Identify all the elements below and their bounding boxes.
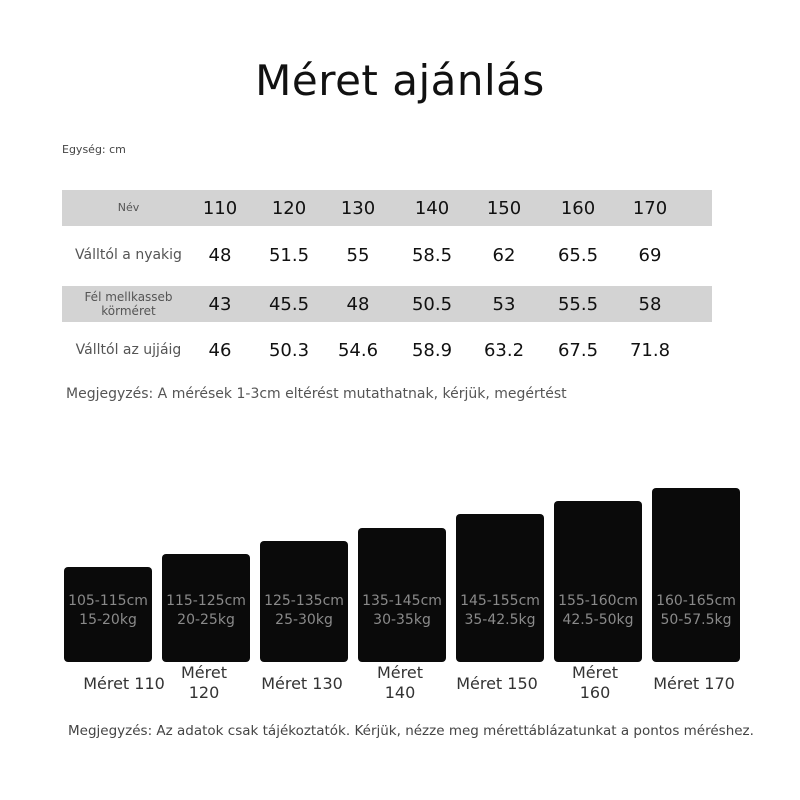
size-label: Méret 150	[456, 674, 538, 693]
table-header-row	[62, 190, 712, 226]
height-range: 155-160cm	[558, 593, 638, 609]
height-range: 160-165cm	[656, 593, 736, 609]
weight-range: 42.5-50kg	[562, 612, 634, 628]
table-cell: 55	[346, 244, 370, 266]
row-label: Fél mellkasseb körméret	[84, 290, 173, 318]
table-row	[62, 286, 712, 322]
size-label: Méret 170	[653, 674, 735, 693]
measurement-note: Megjegyzés: A mérések 1-3cm eltérést mutathatnak, kérjük, megértést	[66, 386, 567, 402]
height-range: 145-155cm	[460, 593, 540, 609]
table-cell: 48	[346, 293, 370, 315]
table-cell: 63.2	[483, 339, 525, 361]
height-range: 105-115cm	[68, 593, 148, 609]
table-cell: 53	[492, 293, 516, 315]
header-cell: 140	[414, 197, 450, 219]
table-cell: 50.3	[268, 339, 310, 361]
size-label: Méret 110	[83, 674, 165, 693]
table-cell: 55.5	[557, 293, 599, 315]
table-cell: 58	[638, 293, 662, 315]
size-bar	[64, 567, 152, 662]
size-bar	[652, 488, 740, 662]
weight-range: 25-30kg	[275, 612, 333, 628]
weight-range: 50-57.5kg	[660, 612, 732, 628]
header-cell: 120	[271, 197, 307, 219]
row-label: Válltól az ujjáig	[75, 342, 182, 358]
table-cell: 65.5	[557, 244, 599, 266]
size-bar	[162, 554, 250, 662]
height-range: 125-135cm	[264, 593, 344, 609]
table-cell: 50.5	[411, 293, 453, 315]
size-bar	[358, 528, 446, 662]
header-label: Név	[117, 201, 140, 214]
height-range: 135-145cm	[362, 593, 442, 609]
table-cell: 58.9	[411, 339, 453, 361]
size-label: Méret 160	[572, 663, 618, 702]
table-cell: 67.5	[557, 339, 599, 361]
table-row	[62, 332, 712, 368]
size-label: Méret 140	[377, 663, 423, 702]
table-cell: 48	[208, 244, 232, 266]
table-cell: 71.8	[629, 339, 671, 361]
header-cell: 170	[632, 197, 668, 219]
size-label: Méret 120	[181, 663, 227, 702]
page-title: Méret ajánlás	[255, 56, 545, 105]
reference-note: Megjegyzés: Az adatok csak tájékoztatók. Kérjük, nézze meg mérettáblázatunkat a pontos méréshez.	[68, 723, 754, 739]
weight-range: 20-25kg	[177, 612, 235, 628]
table-cell: 58.5	[411, 244, 453, 266]
table-cell: 54.6	[337, 339, 379, 361]
table-cell: 43	[208, 293, 232, 315]
header-cell: 130	[340, 197, 376, 219]
table-cell: 46	[208, 339, 232, 361]
size-bar	[554, 501, 642, 662]
height-range: 115-125cm	[166, 593, 246, 609]
weight-range: 15-20kg	[79, 612, 137, 628]
unit-label: Egység: cm	[62, 143, 126, 156]
weight-range: 35-42.5kg	[464, 612, 536, 628]
size-label: Méret 130	[261, 674, 343, 693]
size-bar	[260, 541, 348, 662]
row-label: Válltól a nyakig	[75, 247, 182, 263]
weight-range: 30-35kg	[373, 612, 431, 628]
table-cell: 45.5	[268, 293, 310, 315]
header-cell: 160	[560, 197, 596, 219]
table-cell: 69	[638, 244, 662, 266]
table-cell: 51.5	[268, 244, 310, 266]
header-cell: 150	[486, 197, 522, 219]
header-cell: 110	[202, 197, 238, 219]
size-bar	[456, 514, 544, 662]
table-cell: 62	[492, 244, 516, 266]
table-row	[62, 237, 712, 273]
